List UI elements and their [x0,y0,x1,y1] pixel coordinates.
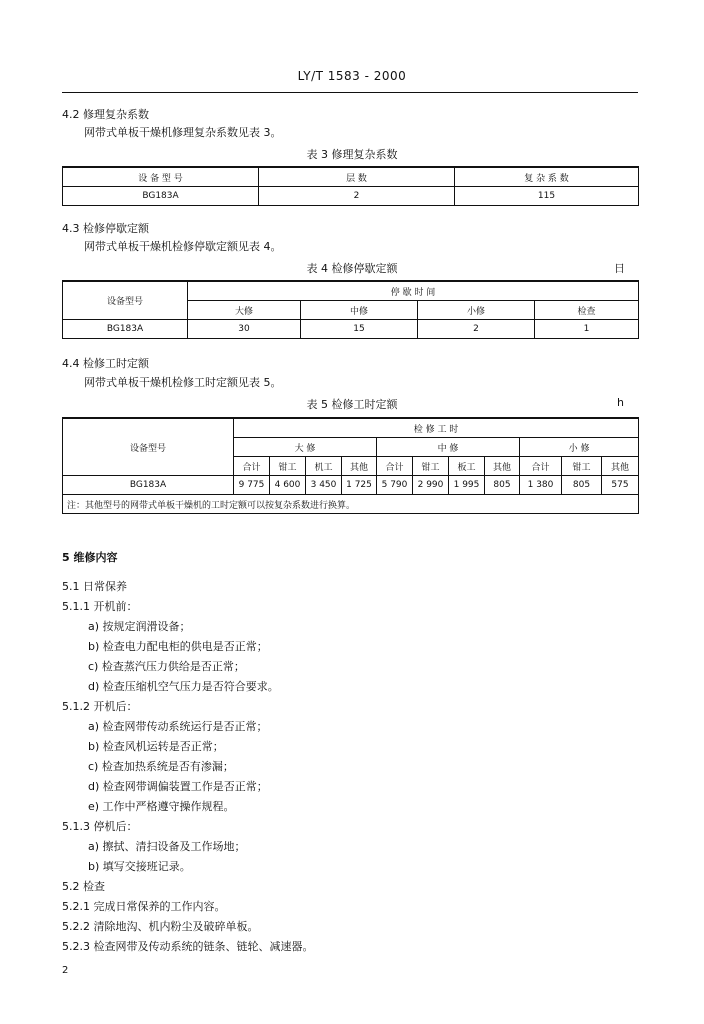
table-4-subheader: 中修 [301,301,418,320]
table-cell: 805 [562,476,602,495]
table-5-subheader: 其他 [485,457,520,476]
table-5-subheader: 板工 [449,457,485,476]
table-cell: 30 [188,320,301,339]
section-text-4-2: 网带式单板干燥机修理复杂系数见表 3。 [84,126,282,139]
section-heading-4-4: 4.4 检修工时定额 [62,357,149,370]
section-heading-5-2: 5.2 检查 [62,880,105,893]
list-item: b) 填写交接班记录。 [88,860,191,873]
list-item: b) 检查电力配电柜的供电是否正常； [88,640,268,653]
table-cell: 1 380 [520,476,562,495]
header-rule [62,92,638,93]
page-number: 2 [62,965,69,976]
table-5-caption: 表 5 检修工时定额 [306,398,398,411]
table-row [63,476,639,495]
table-4-subheader: 大修 [188,301,301,320]
table-3-header: 设 备 型 号 [63,167,259,187]
table-5-subheader: 合计 [234,457,270,476]
table-cell: BG183A [63,187,259,206]
table-5-note: 注：其他型号的网带式单板干燥机的工时定额可以按复杂系数进行换算。 [63,495,639,514]
section-text-4-4: 网带式单板干燥机检修工时定额见表 5。 [84,376,282,389]
table-row [63,320,639,339]
table-5-group-medium: 中 修 [377,438,520,457]
list-item: a) 检查网带传动系统运行是否正常； [88,720,268,733]
table-cell: 9 775 [234,476,270,495]
section-heading-5-1: 5.1 日常保养 [62,580,127,593]
table-cell: 575 [602,476,639,495]
table-4-header-group: 停 歇 时 间 [188,281,639,301]
table-3 [62,166,639,206]
table-row [63,187,639,206]
table-cell: 2 [418,320,535,339]
list-item: a) 按规定润滑设备； [88,620,191,633]
table-3-caption: 表 3 修理复杂系数 [306,148,398,161]
table-4-subheader: 检查 [535,301,639,320]
page-header: LY/T 1583 - 2000 [297,69,407,83]
table-cell: BG183A [63,476,234,495]
table-cell: 4 600 [270,476,306,495]
table-3-header: 层 数 [259,167,455,187]
table-5-subheader: 合计 [377,457,413,476]
table-cell: BG183A [63,320,188,339]
table-4-unit: 日 [614,262,625,275]
table-cell: 2 [259,187,455,206]
list-item: c) 检查蒸汽压力供给是否正常； [88,660,245,673]
table-cell: 15 [301,320,418,339]
section-heading-4-3: 4.3 检修停歇定额 [62,222,149,235]
table-5-subheader: 其他 [602,457,639,476]
list-item: b) 检查风机运转是否正常； [88,740,224,753]
table-5-group-minor: 小 修 [520,438,639,457]
section-heading-5: 5 维修内容 [62,551,118,564]
section-text-5-2-1: 5.2.1 完成日常保养的工作内容。 [62,900,226,913]
section-text-5-2-3: 5.2.3 检查网带及传动系统的链条、链轮、减速器。 [62,940,314,953]
table-5-subheader: 钳工 [270,457,306,476]
section-text-4-3: 网带式单板干燥机检修停歇定额见表 4。 [84,240,282,253]
section-text-5-2-2: 5.2.2 清除地沟、机内粉尘及破碎单板。 [62,920,259,933]
table-cell: 3 450 [306,476,342,495]
table-cell: 5 790 [377,476,413,495]
table-4 [62,280,639,339]
section-heading-5-1-3: 5.1.3 停机后： [62,820,138,833]
list-item: e) 工作中严格遵守操作规程。 [88,800,235,813]
section-heading-5-1-1: 5.1.1 开机前： [62,600,138,613]
table-5-subheader: 其他 [342,457,377,476]
list-item: c) 检查加热系统是否有渗漏； [88,760,234,773]
section-heading-4-2: 4.2 修理复杂系数 [62,108,149,121]
table-4-header-model: 设备型号 [63,281,188,320]
table-cell: 2 990 [413,476,449,495]
list-item: a) 擦拭、清扫设备及工作场地； [88,840,246,853]
table-5-header-group: 检 修 工 时 [234,418,639,438]
section-heading-5-1-2: 5.1.2 开机后： [62,700,138,713]
table-5-header-model: 设备型号 [63,418,234,476]
table-5-unit: h [617,396,624,409]
table-3-header: 复 杂 系 数 [455,167,639,187]
table-5-group-major: 大 修 [234,438,377,457]
table-5 [62,417,639,514]
table-5-subheader: 合计 [520,457,562,476]
table-cell: 1 [535,320,639,339]
table-4-subheader: 小修 [418,301,535,320]
list-item: d) 检查网带调偏装置工作是否正常； [88,780,268,793]
table-4-caption: 表 4 检修停歇定额 [306,262,398,275]
table-5-subheader: 钳工 [562,457,602,476]
table-cell: 1 995 [449,476,485,495]
table-cell: 115 [455,187,639,206]
table-5-subheader: 钳工 [413,457,449,476]
table-5-subheader: 机工 [306,457,342,476]
list-item: d) 检查压缩机空气压力是否符合要求。 [88,680,279,693]
table-cell: 1 725 [342,476,377,495]
table-cell: 805 [485,476,520,495]
